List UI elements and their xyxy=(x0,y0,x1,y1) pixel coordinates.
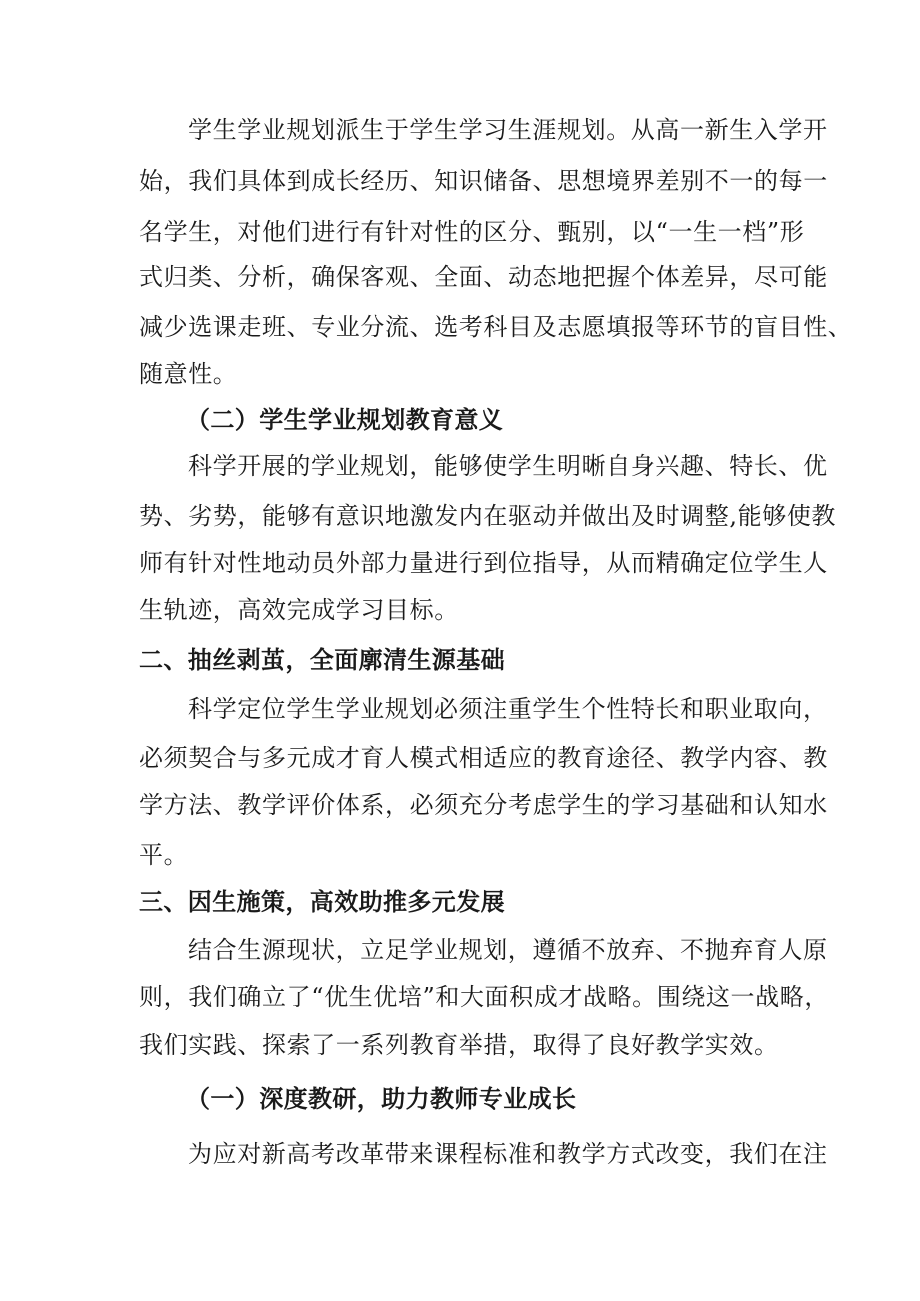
paragraph-line: 为应对新高考改革带来课程标准和教学方式改变，我们在注 xyxy=(188,1140,828,1168)
section-heading: 三、因生施策，高效助推多元发展 xyxy=(139,888,505,916)
paragraph-line: 名学生，对他们进行有针对性的区分、甄别，以“一生一档”形 xyxy=(139,218,805,246)
paragraph-line: 则，我们确立了“优生优培”和大面积成才战略。围绕这一战略， xyxy=(139,983,829,1011)
paragraph-line: 平。 xyxy=(139,841,189,869)
paragraph-line: 师有针对性地动员外部力量进行到位指导，从而精确定位学生人 xyxy=(139,549,828,577)
paragraph-line: 势、劣势，能够有意识地激发内在驱动并做出及时调整,能够使教 xyxy=(139,502,837,530)
paragraph-line: 科学开展的学业规划，能够使学生明晰自身兴趣、特长、优 xyxy=(188,452,828,480)
paragraph-line: 式归类、分析，确保客观、全面、动态地把握个体差异，尽可能 xyxy=(139,263,828,291)
paragraph-line: 科学定位学生学业规划必须注重学生个性特长和职业取向， xyxy=(188,695,828,723)
paragraph-line: 生轨迹，高效完成学习目标。 xyxy=(139,596,459,624)
paragraph-line: 学方法、教学评价体系，必须充分考虑学生的学习基础和认知水 xyxy=(139,791,828,819)
paragraph-line: 学生学业规划派生于学生学习生涯规划。从高一新生入学开 xyxy=(188,116,828,144)
paragraph-line: 必须契合与多元成才育人模式相适应的教育途径、教学内容、教 xyxy=(139,744,828,772)
paragraph-line: 随意性。 xyxy=(139,360,238,388)
paragraph-line: 我们实践、探索了一系列教育举措，取得了良好教学实效。 xyxy=(139,1031,779,1059)
subsection-heading: （一）深度教研，助力教师专业成长 xyxy=(186,1085,577,1113)
paragraph-line: 始，我们具体到成长经历、知识储备、思想境界差别不一的每一 xyxy=(139,167,828,195)
paragraph-line: 减少选课走班、专业分流、选考科目及志愿填报等环节的盲目性、 xyxy=(139,313,853,341)
paragraph-line: 结合生源现状，立足学业规划，遵循不放弃、不抛弃育人原 xyxy=(188,936,828,964)
subsection-heading: （二）学生学业规划教育意义 xyxy=(186,406,504,434)
section-heading: 二、抽丝剥茧，全面廓清生源基础 xyxy=(139,646,505,674)
